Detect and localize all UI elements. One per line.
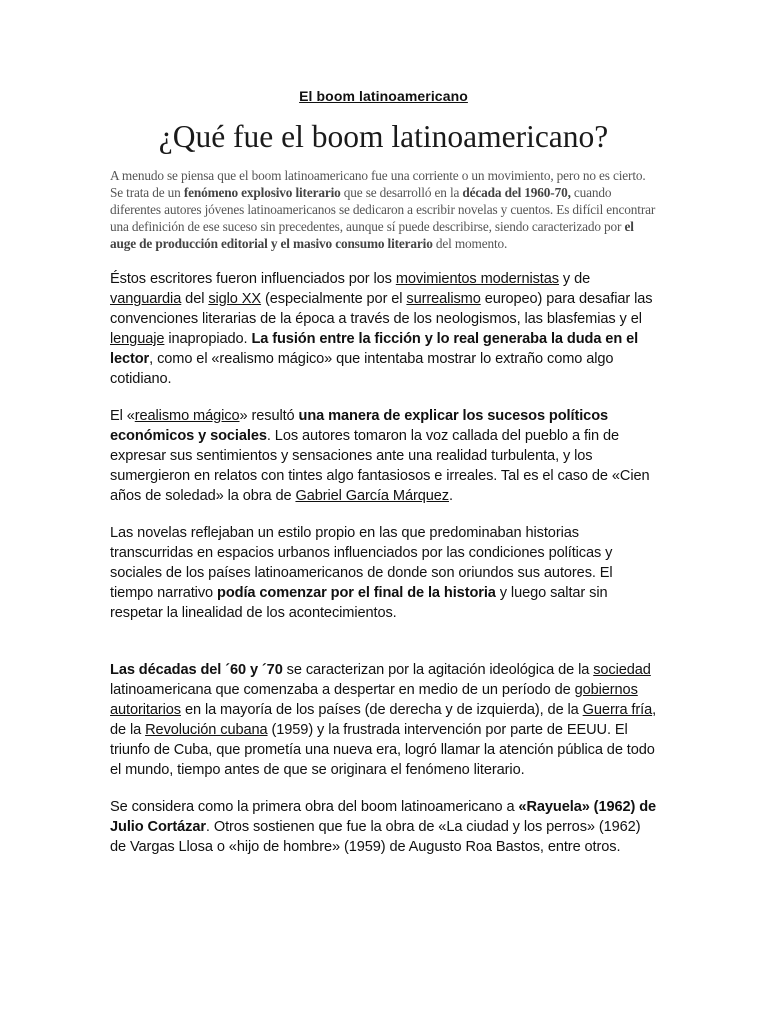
paragraph-text: El « (110, 408, 135, 424)
link-gabriel-garcia-marquez[interactable]: Gabriel García Márquez (295, 488, 449, 504)
paragraph-text: , de la (110, 702, 657, 738)
paragraph-novelas (110, 523, 657, 623)
link-lenguaje[interactable]: lenguaje (110, 331, 165, 347)
paragraph-text: . (448, 488, 453, 504)
paragraph-text: Las novelas reflejaban un estilo propio en las que predominaban historias transcurridas en espacios urbanos influenciados por las condiciones políticas y sociales de los países latinoamericanos de donde son oriundos sus autores. El tiempo narrativo (110, 525, 613, 601)
link-siglo-xx[interactable]: siglo XX (208, 291, 262, 307)
paragraph-text: . Los autores tomaron la voz callada del pueblo a fin de expresar sus sentimientos y sensaciones ante una realidad turbulenta, y los sumergieron en relatos con tintes algo fantasiosos e irreales. Tal es el caso de «Cien años de soledad» la obra de (110, 428, 650, 504)
paragraph-text: se caracterizan por la agitación ideológica de la (282, 662, 594, 678)
intro-bold: el auge de producción editorial y el masivo consumo literario (110, 219, 634, 251)
link-revolucion-cubana[interactable]: Revolución cubana (145, 722, 268, 738)
paragraph-bold: Las décadas del ´60 y ´70 (110, 662, 283, 678)
paragraph-text: latinoamericana que comenzaba a despertar en medio de un período de (110, 682, 575, 698)
intro-bold: década del 1960-70, (462, 185, 571, 200)
paragraph-text: europeo) para desafiar las convenciones literarias de la época a través de los neologismos, las blasfemias y el (110, 291, 653, 327)
link-guerra-fria[interactable]: Guerra fría (582, 702, 653, 718)
paragraph-text: inapropiado. (164, 331, 252, 347)
link-surrealismo[interactable]: surrealismo (406, 291, 481, 307)
intro-text: cuando diferentes autores jóvenes latinoamericanos se dedicaron a escribir novelas y cuentos. Es difícil encontrar una definición de ese suceso sin precedentes, aunque sí puede describirse, siendo caracterizado por (110, 185, 656, 234)
link-sociedad[interactable]: sociedad (593, 662, 651, 678)
paragraph-text: en la mayoría de los países (de derecha y de izquierda), de la (181, 702, 583, 718)
article-heading: ¿Qué fue el boom latinoamericano? (158, 119, 609, 154)
paragraph-decadas (110, 660, 657, 780)
paragraph-text: y luego saltar sin respetar la linealidad de los acontecimientos. (110, 585, 608, 621)
paragraph-text: (1959) y la frustrada intervención por parte de EEUU. El triunfo de Cuba, que prometía una nueva era, logró llamar la atención pública de todo el mundo, tiempo antes de que se originara el fenómeno literario. (110, 722, 655, 778)
link-realismo-magico[interactable]: realismo mágico (134, 408, 240, 424)
paragraph-bold: La fusión entre la ficción y lo real generaba la duda en el lector (110, 331, 639, 367)
paragraph-text: » resultó (239, 408, 299, 424)
paragraph-influences (110, 269, 657, 389)
paragraph-text: del (181, 291, 209, 307)
paragraph-rayuela (110, 797, 657, 857)
intro-text: del momento. (432, 236, 508, 251)
link-gobiernos-autoritarios[interactable]: gobiernos autoritarios (110, 682, 638, 718)
link-movimientos-modernistas[interactable]: movimientos modernistas (395, 271, 559, 287)
intro-text: que se desarrolló en la (340, 185, 463, 200)
paragraph-text: (especialmente por el (261, 291, 407, 307)
document-title: El boom latinoamericano (299, 88, 468, 104)
paragraph-realismo-magico (110, 406, 657, 506)
paragraph-bold: una manera de explicar los sucesos políticos económicos y sociales (110, 408, 609, 444)
paragraph-text: , como el «realismo mágico» que intentaba mostrar lo extraño como algo cotidiano. (110, 351, 614, 387)
paragraph-text: Se considera como la primera obra del boom latinoamericano a (110, 799, 519, 815)
paragraph-bold: «Rayuela» (1962) de Julio Cortázar (110, 799, 657, 835)
paragraph-text: y de (558, 271, 591, 287)
link-vanguardia[interactable]: vanguardia (110, 291, 182, 307)
paragraph-bold: podía comenzar por el final de la historia (217, 585, 496, 601)
intro-paragraph (110, 167, 657, 252)
paragraph-text: . Otros sostienen que fue la obra de «La ciudad y los perros» (1962) de Vargas Llosa o «hijo de hombre» (1959) de Augusto Roa Bastos, entre otros. (110, 819, 641, 855)
intro-bold: fenómeno explosivo literario (183, 185, 341, 200)
intro-text: A menudo se piensa que el boom latinoamericano fue una corriente o un movimiento, pero no es cierto. Se trata de un (110, 168, 646, 200)
paragraph-text: Éstos escritores fueron influenciados por los (110, 271, 396, 287)
